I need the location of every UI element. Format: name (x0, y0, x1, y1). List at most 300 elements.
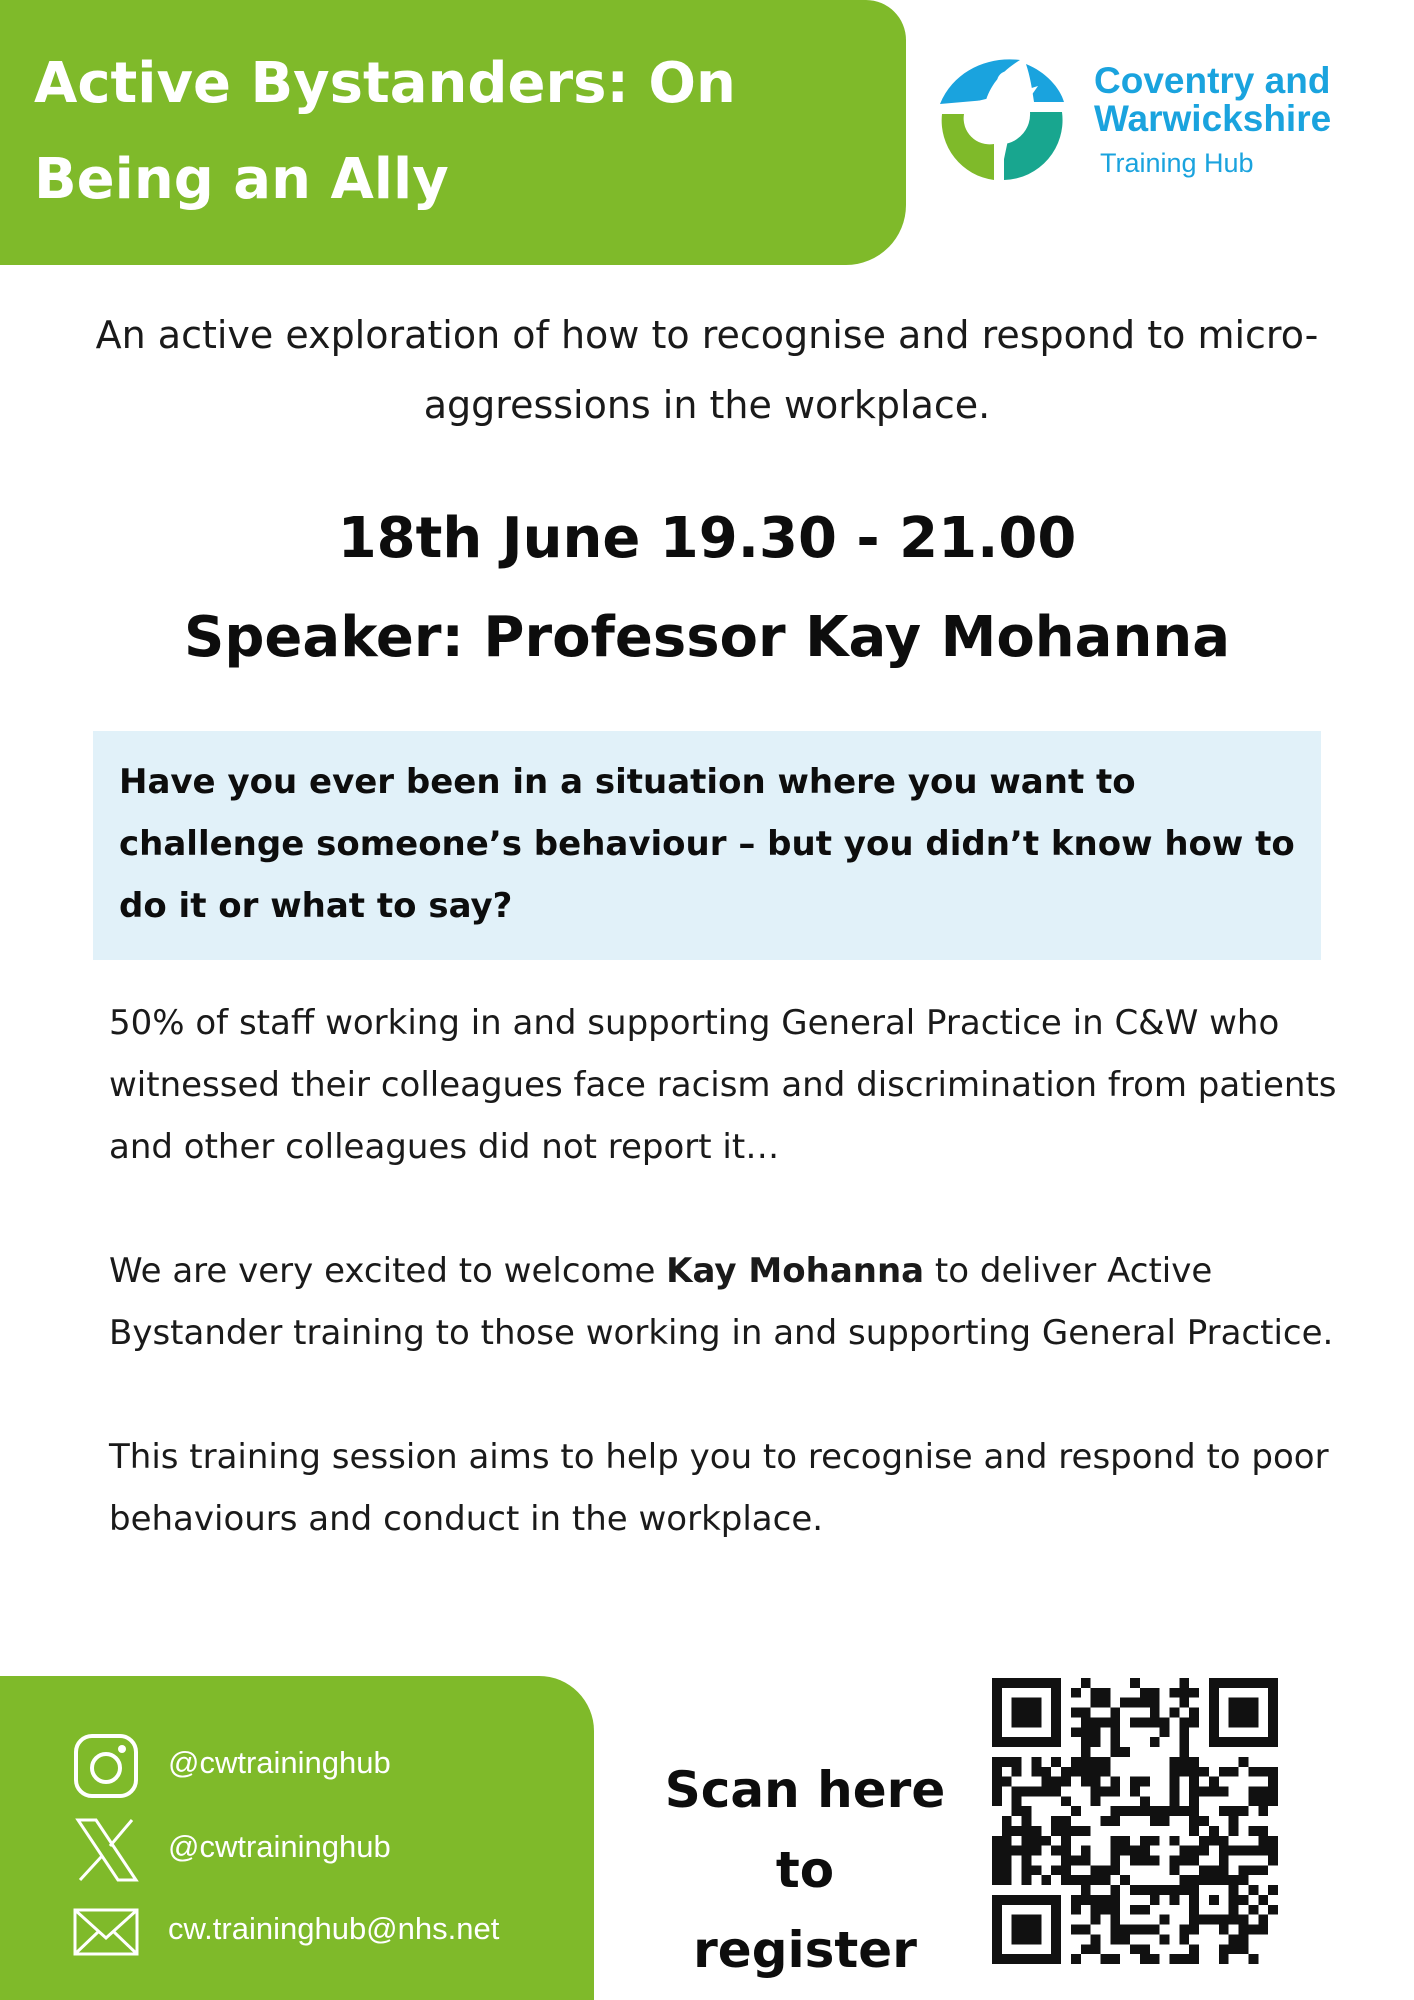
qr-module (1239, 1895, 1249, 1905)
qr-module (1110, 1915, 1120, 1925)
qr-module (1179, 1934, 1189, 1944)
qr-module (1091, 1944, 1101, 1954)
instagram-icon (72, 1732, 140, 1800)
qr-module (1012, 1786, 1022, 1796)
qr-module (1189, 1777, 1199, 1787)
qr-module (1209, 1865, 1219, 1875)
qr-module (1179, 1954, 1189, 1964)
welcome-text-end: to deliver Active Bystander training to those working in and supporting General Practice. (109, 1251, 1334, 1353)
qr-module (1022, 1816, 1032, 1826)
qr-module (1229, 1934, 1239, 1944)
intro-line-2: aggressions in the workplace. (423, 383, 991, 427)
qr-module (1002, 1777, 1012, 1787)
qr-module (1258, 1915, 1268, 1925)
qr-module (1189, 1856, 1199, 1866)
qr-module (1041, 1875, 1051, 1885)
contact-row-instagram[interactable] (72, 1732, 592, 1802)
qr-module (1100, 1816, 1110, 1826)
qr-module (1199, 1846, 1209, 1856)
qr-module (1130, 1806, 1140, 1816)
logo-tagline: Training Hub (1100, 148, 1254, 178)
qr-module (992, 1875, 1002, 1885)
question-text: Have you ever been in a situation where you want to challenge someone’s behaviour – but you didn’t know how to do it or what to say? (119, 762, 1295, 926)
qr-module (1100, 1895, 1110, 1905)
mail-icon (72, 1898, 140, 1966)
qr-module (1229, 1826, 1239, 1836)
qr-module (1150, 1708, 1160, 1718)
qr-module (1130, 1777, 1140, 1787)
qr-module (1081, 1846, 1091, 1856)
qr-module (1100, 1865, 1110, 1875)
qr-module (1012, 1796, 1022, 1806)
qr-module (1170, 1885, 1180, 1895)
qr-module (1061, 1816, 1071, 1826)
qr-module (1091, 1796, 1101, 1806)
qr-module (1239, 1875, 1249, 1885)
qr-module (1140, 1688, 1150, 1698)
qr-module (1002, 1846, 1012, 1856)
qr-module (1091, 1698, 1101, 1708)
qr-module (1081, 1757, 1091, 1767)
qr-module (1051, 1786, 1061, 1796)
qr-module (1031, 1767, 1041, 1777)
qr-module (1150, 1856, 1160, 1866)
qr-module (1061, 1846, 1071, 1856)
qr-module (1081, 1875, 1091, 1885)
qr-module (1110, 1806, 1120, 1816)
body-paragraph-aims: This training session aims to help you to recognise and respond to poor behaviours and conduct in the workplace. (109, 1437, 1329, 1539)
qr-module (1002, 1826, 1012, 1836)
qr-module (1140, 1698, 1150, 1708)
qr-module (1022, 1865, 1032, 1875)
qr-module (1071, 1856, 1081, 1866)
qr-module (1022, 1786, 1032, 1796)
qr-module (1100, 1757, 1110, 1767)
qr-module (1248, 1826, 1258, 1836)
qr-module (1091, 1767, 1101, 1777)
qr-module (1268, 1777, 1278, 1787)
qr-module (1219, 1836, 1229, 1846)
qr-module (1170, 1856, 1180, 1866)
qr-module (1012, 1767, 1022, 1777)
welcome-text-start: We are very excited to welcome (109, 1251, 667, 1291)
qr-module (1150, 1717, 1160, 1727)
contact-panel (0, 1676, 594, 2000)
qr-module (1150, 1688, 1160, 1698)
qr-module (1130, 1856, 1140, 1866)
speaker-name-bold: Kay Mohanna (666, 1251, 925, 1291)
qr-module (1160, 1727, 1170, 1737)
register-line-2: register (693, 1921, 917, 1979)
qr-module (1189, 1816, 1199, 1826)
qr-module (1150, 1885, 1160, 1895)
qr-module (1229, 1767, 1239, 1777)
qr-module (1189, 1796, 1199, 1806)
qr-module (1170, 1806, 1180, 1816)
qr-module (1031, 1826, 1041, 1836)
qr-module (1002, 1856, 1012, 1866)
qr-module (1091, 1865, 1101, 1875)
qr-module (1041, 1777, 1051, 1787)
qr-module (1031, 1865, 1041, 1875)
qr-module (1209, 1826, 1219, 1836)
qr-module (1140, 1856, 1150, 1866)
email-address[interactable]: cw.traininghub@nhs.net (168, 1911, 500, 1946)
qr-module (1229, 1846, 1239, 1856)
qr-module (1071, 1905, 1081, 1915)
intro-line-1: An active exploration of how to recognise and respond to micro- (95, 313, 1319, 357)
qr-module (1189, 1826, 1199, 1836)
qr-module (1170, 1836, 1180, 1846)
qr-module (1130, 1678, 1140, 1688)
qr-module (1219, 1846, 1229, 1856)
qr-module (1189, 1757, 1199, 1767)
qr-module (1239, 1806, 1249, 1816)
qr-module (1022, 1826, 1032, 1836)
qr-module (1179, 1875, 1189, 1885)
qr-module (1091, 1895, 1101, 1905)
qr-module (992, 1846, 1002, 1856)
qr-module (1091, 1737, 1101, 1747)
qr-module (992, 1856, 1002, 1866)
qr-module (1150, 1836, 1160, 1846)
qr-module (1110, 1865, 1120, 1875)
qr-module (1140, 1777, 1150, 1787)
qr-module (1071, 1757, 1081, 1767)
qr-module (1081, 1708, 1091, 1718)
body-paragraph-welcome (109, 1240, 1339, 1364)
qr-module (1160, 1934, 1170, 1944)
qr-module (1081, 1747, 1091, 1757)
qr-module (1140, 1944, 1150, 1954)
body-copy (109, 992, 1339, 1612)
qr-module (1179, 1678, 1189, 1688)
qr-module (1041, 1786, 1051, 1796)
qr-module (1071, 1727, 1081, 1737)
qr-module (1140, 1925, 1150, 1935)
qr-module (1091, 1915, 1101, 1925)
qr-module (1071, 1708, 1081, 1718)
qr-module (1268, 1905, 1278, 1915)
qr-module (1199, 1786, 1209, 1796)
qr-module (1199, 1767, 1209, 1777)
qr-module (1229, 1816, 1239, 1826)
qr-module (1100, 1688, 1110, 1698)
qr-module (1110, 1786, 1120, 1796)
qr-module (1051, 1757, 1061, 1767)
qr-module (1041, 1836, 1051, 1846)
qr-module (1170, 1708, 1180, 1718)
qr-module (1100, 1905, 1110, 1915)
qr-module (1258, 1836, 1268, 1846)
qr-module (992, 1777, 1002, 1787)
qr-module (1140, 1905, 1150, 1915)
qr-module (1110, 1717, 1120, 1727)
x-handle[interactable]: @cwtraininghub (168, 1829, 391, 1864)
qr-module (1081, 1885, 1091, 1895)
qr-module (1219, 1865, 1229, 1875)
qr-module (1130, 1944, 1140, 1954)
qr-module (1189, 1717, 1199, 1727)
qr-module (1179, 1925, 1189, 1935)
register-call-to-action (630, 1750, 980, 1990)
qr-module (1110, 1925, 1120, 1935)
qr-module (1091, 1727, 1101, 1737)
qr-module (1012, 1846, 1022, 1856)
qr-module (1130, 1925, 1140, 1935)
qr-module (1189, 1708, 1199, 1718)
qr-module (1130, 1905, 1140, 1915)
contact-row-email[interactable] (72, 1898, 592, 1968)
qr-code-icon[interactable] (992, 1678, 1278, 1964)
qr-module (1081, 1777, 1091, 1787)
qr-module (1091, 1688, 1101, 1698)
qr-module (1189, 1688, 1199, 1698)
qr-module (1002, 1836, 1012, 1846)
page-title (34, 36, 884, 228)
qr-module (1031, 1846, 1041, 1856)
qr-module (1130, 1846, 1140, 1856)
qr-module (1012, 1915, 1042, 1945)
qr-module (1268, 1846, 1278, 1856)
qr-module (992, 1757, 1002, 1767)
qr-module (1150, 1816, 1160, 1826)
qr-module (992, 1786, 1002, 1796)
qr-module (1219, 1944, 1229, 1954)
qr-module (992, 1796, 1002, 1806)
qr-module (1248, 1865, 1258, 1875)
qr-module (1100, 1717, 1110, 1727)
qr-module (1179, 1727, 1189, 1737)
qr-module (1002, 1757, 1012, 1767)
qr-module (992, 1865, 1002, 1875)
qr-module (1130, 1717, 1140, 1727)
qr-module (1179, 1806, 1189, 1816)
qr-module (1091, 1875, 1101, 1885)
qr-module (1160, 1915, 1170, 1925)
qr-module (1179, 1747, 1189, 1757)
qr-module (1189, 1806, 1199, 1816)
qr-module (1199, 1865, 1209, 1875)
body-paragraph-statistic: 50% of staff working in and supporting General Practice in C&W who witnessed their colleagues face racism and discrimination from patients and other colleagues did not report it… (109, 1003, 1337, 1167)
qr-module (1110, 1737, 1120, 1747)
qr-module (1150, 1954, 1160, 1964)
qr-module (1041, 1767, 1051, 1777)
qr-module (1120, 1698, 1130, 1708)
qr-module (1091, 1786, 1101, 1796)
title-banner (0, 0, 906, 265)
qr-module (1189, 1786, 1199, 1796)
qr-module (1219, 1767, 1229, 1777)
qr-module (1170, 1895, 1180, 1905)
qr-module (1219, 1954, 1229, 1964)
qr-module (1160, 1885, 1170, 1895)
event-speaker: Speaker: Professor Kay Mohanna (184, 605, 1230, 670)
qr-module (1258, 1925, 1268, 1935)
qr-module (1229, 1944, 1239, 1954)
qr-module (1002, 1865, 1012, 1875)
qr-module (1140, 1885, 1150, 1895)
qr-module (1219, 1856, 1229, 1866)
qr-module (1239, 1757, 1249, 1767)
qr-module (1179, 1737, 1189, 1747)
qr-module (1219, 1925, 1229, 1935)
qr-module (1110, 1777, 1120, 1787)
qr-module (1022, 1836, 1032, 1846)
qr-module (1160, 1806, 1170, 1816)
qr-module (1071, 1925, 1081, 1935)
qr-module (1061, 1836, 1071, 1846)
intro-text (30, 300, 1384, 440)
qr-module (1071, 1895, 1081, 1905)
qr-module (1248, 1846, 1258, 1856)
qr-module (1258, 1786, 1268, 1796)
qr-module (1091, 1777, 1101, 1787)
qr-module (1179, 1698, 1189, 1708)
qr-module (1002, 1875, 1012, 1885)
qr-module (1179, 1717, 1189, 1727)
qr-module (1110, 1954, 1120, 1964)
qr-module (1051, 1826, 1061, 1836)
qr-module (1268, 1836, 1278, 1846)
qr-module (1091, 1934, 1101, 1944)
qr-module (1081, 1944, 1091, 1954)
logo-name-line-1: Coventry and (1094, 60, 1331, 101)
qr-module (1219, 1786, 1229, 1796)
qr-module (1179, 1856, 1189, 1866)
qr-module (1150, 1806, 1160, 1816)
qr-module (1022, 1806, 1032, 1816)
qr-module (1120, 1925, 1130, 1935)
qr-module (1110, 1846, 1120, 1856)
qr-module (1239, 1934, 1249, 1944)
qr-module (1061, 1826, 1071, 1836)
qr-module (1031, 1757, 1041, 1767)
qr-module (1189, 1767, 1199, 1777)
qr-module (1091, 1905, 1101, 1915)
qr-module (1268, 1856, 1278, 1866)
qr-module (1140, 1846, 1150, 1856)
qr-module (1229, 1698, 1259, 1728)
qr-module (1012, 1826, 1022, 1836)
qr-module (1071, 1826, 1081, 1836)
qr-module (1170, 1767, 1180, 1777)
qr-module (1248, 1954, 1258, 1964)
qr-module (1170, 1786, 1180, 1796)
qr-module (1130, 1786, 1140, 1796)
qr-module (1209, 1786, 1219, 1796)
qr-module (1081, 1727, 1091, 1737)
qr-module (1179, 1757, 1189, 1767)
qr-module (1170, 1796, 1180, 1806)
qr-module (1189, 1925, 1199, 1935)
qr-module (1219, 1806, 1229, 1816)
qr-module (1061, 1865, 1071, 1875)
qr-module (1081, 1826, 1091, 1836)
instagram-handle[interactable]: @cwtraininghub (168, 1745, 391, 1780)
qr-module (1160, 1717, 1170, 1727)
qr-module (1071, 1688, 1081, 1698)
qr-module (1081, 1717, 1091, 1727)
qr-module (1100, 1767, 1110, 1777)
qr-module (1189, 1846, 1199, 1856)
training-hub-logo-icon (934, 52, 1069, 187)
qr-module (1248, 1905, 1258, 1915)
qr-module (1199, 1816, 1209, 1826)
qr-module (1258, 1865, 1268, 1875)
qr-module (1071, 1767, 1081, 1777)
qr-module (1012, 1757, 1022, 1767)
qr-module (1061, 1796, 1071, 1806)
qr-module (1268, 1885, 1278, 1895)
qr-module (1081, 1737, 1091, 1747)
qr-module (1051, 1816, 1061, 1826)
question-callout (93, 731, 1321, 960)
qr-module (1140, 1836, 1150, 1846)
qr-module (1061, 1875, 1071, 1885)
qr-module (1150, 1895, 1160, 1905)
qr-module (1091, 1757, 1101, 1767)
logo-name (1094, 62, 1331, 138)
qr-module (1110, 1708, 1120, 1718)
qr-module (1110, 1747, 1120, 1757)
qr-module (1051, 1865, 1061, 1875)
qr-module (1120, 1747, 1130, 1757)
qr-module (1110, 1836, 1120, 1846)
qr-module (1061, 1767, 1071, 1777)
qr-module (1100, 1698, 1110, 1708)
qr-module (1110, 1885, 1120, 1895)
logo-name-line-2: Warwickshire (1094, 98, 1332, 139)
qr-module (1140, 1806, 1150, 1816)
qr-module (1268, 1767, 1278, 1777)
qr-module (1140, 1717, 1150, 1727)
training-hub-logo (934, 52, 1374, 192)
qr-module (1179, 1885, 1189, 1895)
qr-module (1258, 1796, 1268, 1806)
qr-module (1071, 1954, 1081, 1964)
qr-module (1239, 1865, 1249, 1875)
qr-module (1258, 1826, 1268, 1836)
qr-module (1031, 1786, 1041, 1796)
qr-module (1239, 1944, 1249, 1954)
qr-module (1170, 1954, 1180, 1964)
qr-module (1022, 1846, 1032, 1856)
qr-module (1150, 1925, 1160, 1935)
qr-module (1002, 1816, 1012, 1826)
qr-module (1100, 1786, 1110, 1796)
qr-module (1031, 1836, 1041, 1846)
qr-module (1100, 1954, 1110, 1964)
qr-module (1179, 1688, 1189, 1698)
qr-module (1110, 1905, 1120, 1915)
qr-module (1258, 1846, 1268, 1856)
qr-module (1189, 1954, 1199, 1964)
qr-module (1110, 1816, 1120, 1826)
qr-module (1051, 1846, 1061, 1856)
qr-module (1170, 1757, 1180, 1767)
qr-module (1061, 1856, 1071, 1866)
qr-module (1258, 1767, 1268, 1777)
qr-module (1110, 1895, 1120, 1905)
contact-row-x[interactable] (72, 1816, 592, 1886)
qr-module (1150, 1698, 1160, 1708)
qr-module (1170, 1865, 1180, 1875)
qr-module (1081, 1678, 1091, 1688)
qr-module (1110, 1934, 1120, 1944)
qr-module (1120, 1846, 1130, 1856)
qr-module (1239, 1846, 1249, 1856)
